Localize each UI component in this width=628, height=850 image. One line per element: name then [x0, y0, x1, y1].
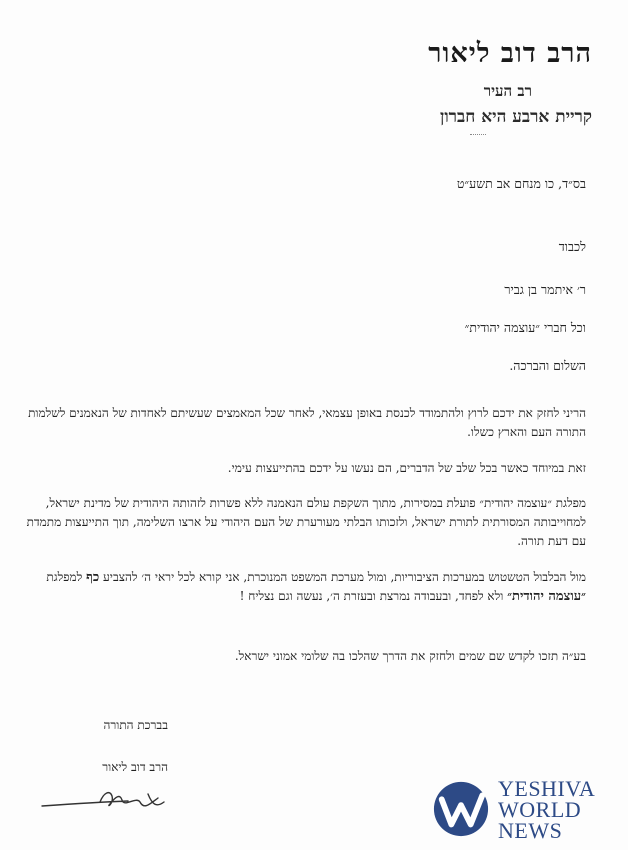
- addressee-line-1: לכבוד: [558, 239, 586, 254]
- ywn-logo-line-2: WORLD: [498, 797, 582, 822]
- addressee-line-3: וכל חברי ״עוצמה יהודית״: [464, 320, 586, 335]
- paragraph-4: [26, 568, 586, 606]
- paragraph-5: בע״ה תזכו לקדש שם שמים ולחזק את הדרך שהלכו בה שלומי אמוני ישראל.: [234, 649, 586, 663]
- ywn-logo-text: [498, 778, 595, 841]
- ywn-logo-line-3: NEWS: [498, 818, 563, 843]
- paragraph-2: זאת במיוחד כאשר בכל שלב של הדברים, הם נעשו על ידכם בהתייעצות עימי.: [227, 461, 586, 475]
- paragraph-4-emphasis-kaf: כף: [86, 570, 100, 585]
- paragraph-4-start: מול הבלבול הטשטוש במערכות הציבוריות, ומול מערכת המשפט המנוכרת, אני קורא לכל יראי ה׳ להצביע: [99, 570, 586, 584]
- paragraph-4-emphasis-party: ״עוצמה יהודית״: [507, 589, 586, 604]
- ywn-logo-line-1: YESHIVA: [498, 776, 596, 801]
- paragraph-1: הריני לחזק את ידכם לרוץ ולהתמודד לכנסת באופן עצמאי, לאחר שכל המאמצים שעשיתם לאחדות של הנאמנים לשלמות התורה העם והארץ כשלו.: [28, 406, 586, 439]
- addressee-line-2: ר׳ איתמר בן גביר: [504, 282, 586, 297]
- letterhead-role: רב העיר: [483, 82, 532, 100]
- ywn-logo-icon: [432, 780, 490, 838]
- greeting: השלום והברכה.: [509, 358, 586, 373]
- letter-date: בס״ד, כו מנחם אב תשע״ט: [456, 176, 586, 191]
- paragraph-4-end: ולא לפחד, ובעבודה נמרצת ובעזרת ה׳, נעשה וגם נצליח !: [239, 589, 508, 603]
- paragraph-3: מפלגת ״עוצמה יהודית״ פועלת במסירות, מתוך השקפת עולם הנאמנה ללא פשרות לזהותה היהודית של מדינת ישראל, למחוייבותה המסורתית לתורת ישראל, ולזכותו הבלתי מעורערת של העם היהודי על ארצו השלימה, תוך התייעצות מתמדת עם דעת תורה.: [26, 496, 586, 548]
- letterhead-name: הרב דוב ליאור: [428, 38, 592, 69]
- letterhead-divider: [470, 134, 486, 137]
- closing-signer: הרב דוב ליאור: [102, 760, 168, 774]
- letterhead-city: קריית ארבע היא חברון: [439, 107, 592, 127]
- paragraph-4-middle: למפלגת: [46, 570, 87, 584]
- yeshiva-world-news-watermark: [432, 778, 622, 842]
- closing-blessing: בברכת התורה: [103, 718, 168, 732]
- handwritten-signature: [40, 782, 170, 822]
